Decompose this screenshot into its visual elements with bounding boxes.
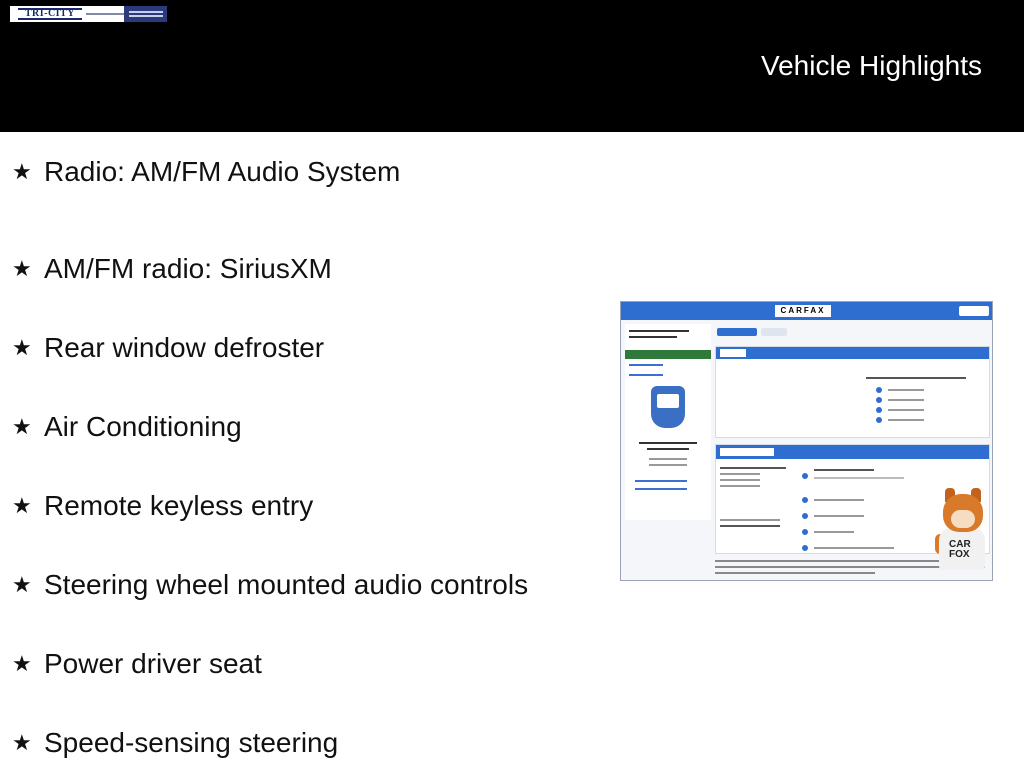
panel-header-bar bbox=[716, 347, 989, 359]
dealer-logo-text: TRI-CITY bbox=[18, 8, 82, 20]
feature-item bbox=[12, 308, 528, 387]
sidebar-text-line bbox=[649, 464, 687, 466]
feature-label: Remote keyless entry bbox=[44, 489, 314, 521]
panel-text-line bbox=[720, 467, 786, 469]
panel-text-line bbox=[814, 515, 864, 517]
feature-label: Air Conditioning bbox=[44, 410, 242, 442]
star-icon: ★ bbox=[12, 334, 32, 360]
sidebar-text-line bbox=[635, 488, 687, 490]
report-sidebar bbox=[625, 324, 711, 520]
carfax-logo: CARFAX bbox=[775, 305, 831, 317]
panel-text-line bbox=[814, 531, 854, 533]
fox-mascot-face bbox=[951, 510, 975, 528]
panel-text-line bbox=[888, 409, 924, 411]
feature-item bbox=[12, 229, 528, 308]
panel-text-line bbox=[720, 485, 760, 487]
status-dot-icon bbox=[802, 513, 808, 519]
feature-label: Power driver seat bbox=[44, 647, 262, 679]
feature-label: Radio: AM/FM Audio System bbox=[44, 156, 401, 187]
panel-text-line bbox=[888, 419, 924, 421]
dealer-logo bbox=[10, 6, 167, 22]
feature-label: Speed-sensing steering bbox=[44, 726, 339, 758]
star-icon: ★ bbox=[12, 159, 32, 184]
panel-text-line bbox=[720, 473, 760, 475]
feature-item bbox=[12, 703, 528, 768]
print-button-shape bbox=[959, 306, 989, 316]
status-dot-icon bbox=[876, 397, 882, 403]
panel-text-line bbox=[720, 479, 760, 481]
feature-label: AM/FM radio: SiriusXM bbox=[44, 252, 332, 284]
carfax-badge-icon bbox=[651, 386, 685, 428]
feature-list bbox=[12, 150, 528, 768]
panel-heading-line bbox=[866, 377, 966, 379]
status-dot-icon bbox=[802, 497, 808, 503]
page-title: Vehicle Highlights bbox=[760, 50, 982, 81]
sidebar-text-line bbox=[639, 442, 697, 444]
sidebar-active-item bbox=[625, 350, 711, 359]
logo-divider bbox=[86, 13, 125, 15]
panel-text-line bbox=[720, 519, 780, 521]
status-dot-icon bbox=[876, 387, 882, 393]
panel-text-line bbox=[814, 477, 904, 479]
report-top-bar bbox=[621, 302, 993, 320]
sidebar-title-line bbox=[629, 330, 689, 332]
feature-item bbox=[12, 466, 528, 545]
report-footer-line bbox=[715, 572, 875, 574]
status-dot-icon bbox=[802, 473, 808, 479]
feature-item bbox=[12, 545, 528, 624]
feature-label: Steering wheel mounted audio controls bbox=[44, 568, 529, 600]
header-banner bbox=[0, 0, 1024, 132]
report-tab-active bbox=[717, 328, 757, 336]
history-value-panel bbox=[715, 346, 990, 438]
status-dot-icon bbox=[876, 417, 882, 423]
carfax-chip bbox=[720, 349, 746, 357]
status-dot-icon bbox=[876, 407, 882, 413]
panel-text-line bbox=[720, 525, 780, 527]
feature-label: Rear window defroster bbox=[44, 331, 325, 363]
star-icon: ★ bbox=[12, 492, 32, 518]
star-icon: ★ bbox=[12, 729, 32, 755]
sidebar-text-line bbox=[635, 480, 687, 482]
sidebar-subtitle-line bbox=[629, 336, 677, 338]
feature-item bbox=[12, 150, 528, 194]
sidebar-link bbox=[629, 374, 663, 376]
star-icon: ★ bbox=[12, 255, 32, 281]
status-dot-icon bbox=[802, 529, 808, 535]
panel-text-line bbox=[814, 547, 894, 549]
star-icon: ★ bbox=[12, 650, 32, 676]
sidebar-text-line bbox=[649, 458, 687, 460]
panel-text-line bbox=[814, 499, 864, 501]
feature-item bbox=[12, 624, 528, 703]
fox-mascot-label: CAR FOX bbox=[949, 539, 971, 560]
panel-header-bar bbox=[716, 445, 989, 459]
panel-text-line bbox=[888, 389, 924, 391]
sidebar-link bbox=[629, 364, 663, 366]
sidebar-text-line bbox=[647, 448, 689, 450]
feature-item bbox=[12, 387, 528, 466]
star-icon: ★ bbox=[12, 571, 32, 597]
panel-text-line bbox=[888, 399, 924, 401]
status-dot-icon bbox=[802, 545, 808, 551]
logo-badge bbox=[124, 6, 167, 22]
star-icon: ★ bbox=[12, 413, 32, 439]
carfax-chip bbox=[720, 448, 774, 456]
carfax-report-thumbnail bbox=[620, 301, 993, 581]
panel-text-line bbox=[814, 469, 874, 471]
report-tab bbox=[761, 328, 787, 336]
